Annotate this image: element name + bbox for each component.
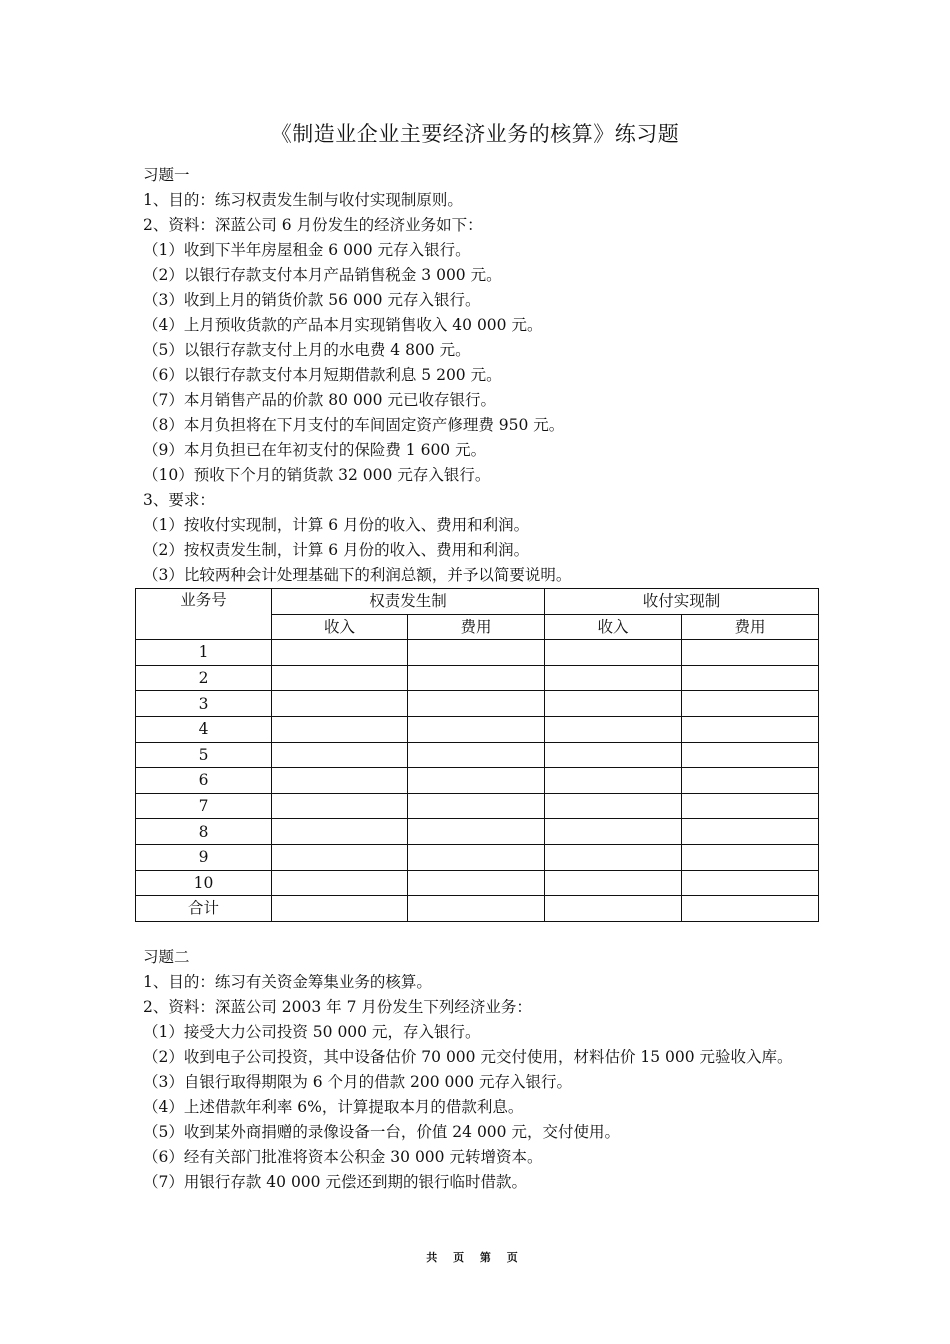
cell [682, 665, 819, 691]
table-row [136, 819, 819, 845]
table-row [136, 768, 819, 794]
exercise1-item: （5）以银行存款支付上月的水电费 4 800 元。 [143, 341, 471, 359]
cell [545, 793, 682, 819]
cell [545, 819, 682, 845]
cell [408, 768, 545, 794]
exercise1-item: （10）预收下个月的销货款 32 000 元存入银行。 [143, 466, 491, 484]
cell [272, 665, 408, 691]
row-number: 10 [136, 870, 272, 896]
exercise1-requirement: （3）比较两种会计处理基础下的利润总额，并予以简要说明。 [143, 566, 572, 584]
cell [272, 819, 408, 845]
row-number: 8 [136, 819, 272, 845]
exercise2-item: （6）经有关部门批准将资本公积金 30 000 元转增资本。 [143, 1148, 543, 1166]
cell [682, 691, 819, 717]
exercise1-item: （2）以银行存款支付本月产品销售税金 3 000 元。 [143, 266, 502, 284]
header-business-no: 业务号 [136, 589, 272, 640]
cell [408, 640, 545, 666]
cell [545, 870, 682, 896]
cell [682, 819, 819, 845]
cell [682, 716, 819, 742]
cell [545, 665, 682, 691]
page-title: 《制造业企业主要经济业务的核算》练习题 [270, 122, 680, 146]
header-accrual-basis: 权责发生制 [272, 589, 545, 615]
table-row [136, 640, 819, 666]
table-row [136, 742, 819, 768]
cell [272, 793, 408, 819]
cell [408, 819, 545, 845]
table-row [136, 665, 819, 691]
cell [682, 742, 819, 768]
worksheet-table [135, 588, 819, 922]
exercise2-item-text: （2）收到电子公司投资，其中设备估价 70 000 元交付使用，材料估价 15 000 元验收入库。 [143, 1048, 793, 1066]
exercise1-requirement-intro: 3、要求： [143, 491, 215, 509]
exercise2-purpose: 1、目的：练习有关资金筹集业务的核算。 [143, 973, 432, 991]
cell [545, 896, 682, 922]
header-cash-basis: 收付实现制 [545, 589, 819, 615]
exercise2-item: （7）用银行存款 40 000 元偿还到期的银行临时借款。 [143, 1173, 527, 1191]
exercise1-requirement: （1）按收付实现制，计算 6 月份的收入、费用和利润。 [143, 516, 530, 534]
page-footer: 共 页 第 页 [426, 1251, 524, 1264]
exercise1-item: （7）本月销售产品的价款 80 000 元已收存银行。 [143, 391, 496, 409]
cell [408, 691, 545, 717]
exercise1-section [143, 163, 815, 588]
row-number: 6 [136, 768, 272, 794]
exercise1-purpose: 1、目的：练习权责发生制与收付实现制原则。 [143, 191, 463, 209]
exercise2-item [143, 1045, 815, 1070]
total-label: 合计 [136, 896, 272, 922]
exercise1-item: （9）本月负担已在年初支付的保险费 1 600 元。 [143, 441, 487, 459]
row-number: 1 [136, 640, 272, 666]
header-accrual-income: 收入 [272, 614, 408, 640]
cell [545, 716, 682, 742]
exercise2-item: （3）自银行取得期限为 6 个月的借款 200 000 元存入银行。 [143, 1073, 573, 1091]
cell [272, 742, 408, 768]
row-number: 3 [136, 691, 272, 717]
cell [682, 640, 819, 666]
cell [408, 844, 545, 870]
cell [408, 896, 545, 922]
cell [272, 870, 408, 896]
row-number: 5 [136, 742, 272, 768]
header-cash-income: 收入 [545, 614, 682, 640]
table-row [136, 844, 819, 870]
cell [272, 716, 408, 742]
exercise2-item: （5）收到某外商捐赠的录像设备一台，价值 24 000 元，交付使用。 [143, 1123, 620, 1141]
cell [408, 665, 545, 691]
header-accrual-expense: 费用 [408, 614, 545, 640]
table-total-row [136, 896, 819, 922]
exercise1-item: （3）收到上月的销货价款 56 000 元存入银行。 [143, 291, 481, 309]
cell [682, 768, 819, 794]
exercise1-heading: 习题一 [143, 166, 190, 184]
cell [408, 793, 545, 819]
cell [682, 870, 819, 896]
cell [682, 793, 819, 819]
cell [408, 742, 545, 768]
table-header-row [136, 589, 819, 615]
table-row [136, 793, 819, 819]
cell [408, 870, 545, 896]
exercise1-item: （4）上月预收货款的产品本月实现销售收入 40 000 元。 [143, 316, 543, 334]
exercise2-item: （4）上述借款年利率 6%，计算提取本月的借款利息。 [143, 1098, 524, 1116]
cell [545, 768, 682, 794]
exercise1-item: （8）本月负担将在下月支付的车间固定资产修理费 950 元。 [143, 416, 565, 434]
row-number: 7 [136, 793, 272, 819]
header-cash-expense: 费用 [682, 614, 819, 640]
exercise2-heading: 习题二 [143, 948, 190, 966]
cell [272, 640, 408, 666]
row-number: 2 [136, 665, 272, 691]
cell [272, 844, 408, 870]
exercise1-item: （6）以银行存款支付本月短期借款利息 5 200 元。 [143, 366, 502, 384]
exercise1-material-intro: 2、资料：深蓝公司 6 月份发生的经济业务如下： [143, 216, 483, 234]
cell [545, 742, 682, 768]
table-row [136, 691, 819, 717]
exercise2-item: （1）接受大力公司投资 50 000 元，存入银行。 [143, 1023, 481, 1041]
table-row [136, 716, 819, 742]
row-number: 9 [136, 844, 272, 870]
cell [682, 844, 819, 870]
cell [272, 896, 408, 922]
exercise1-item: （1）收到下半年房屋租金 6 000 元存入银行。 [143, 241, 471, 259]
cell [272, 691, 408, 717]
cell [272, 768, 408, 794]
cell [682, 896, 819, 922]
cell [545, 640, 682, 666]
row-number: 4 [136, 716, 272, 742]
exercise2-section [143, 945, 815, 1195]
cell [408, 716, 545, 742]
table-row [136, 870, 819, 896]
cell [545, 844, 682, 870]
cell [545, 691, 682, 717]
exercise1-requirement: （2）按权责发生制，计算 6 月份的收入、费用和利润。 [143, 541, 530, 559]
exercise2-material-intro: 2、资料：深蓝公司 2003 年 7 月份发生下列经济业务： [143, 998, 532, 1016]
